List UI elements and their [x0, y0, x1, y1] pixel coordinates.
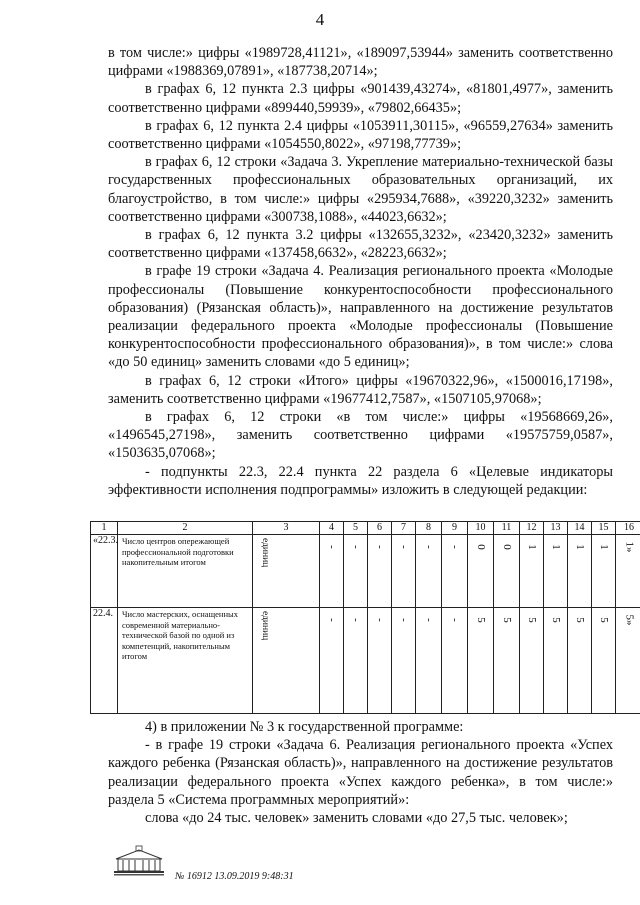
value-cell: [344, 535, 368, 608]
value: 1: [525, 544, 538, 550]
paragraph: в графе 19 строки «Задача 4. Реализация регионального проекта «Молодые профессионалы (Повышение конкурентоспособности профессионального образования) (Рязанская область)», направленного на достижение результатов реализации федерального проекта «Молодые профессионалы (Повышение конкурентоспособности профессионального образования)», в том числе:» слова «до 50 единиц» заменить словами «до 5 единиц»;: [108, 263, 613, 371]
page-number: 4: [315, 10, 325, 29]
value: 1: [549, 544, 562, 550]
value: -: [373, 545, 386, 549]
column-header: 16: [616, 522, 640, 535]
value: -: [422, 618, 435, 622]
value: -: [397, 618, 410, 622]
value: -: [448, 545, 461, 549]
value: -: [349, 618, 362, 622]
table-row: [91, 608, 640, 714]
table-row: [91, 535, 640, 608]
value-cell: [442, 535, 468, 608]
value: 0: [474, 544, 487, 550]
paragraph: в графах 6, 12 пункта 2.3 цифры «901439,43274», «81801,4977», заменить соответственно цифрами «899440,59939», «79802,66435»;: [108, 81, 613, 116]
paragraph: в графах 6, 12 пункта 2.4 цифры «1053911,30115», «96559,27634» заменить соответственно цифрами «1054550,8022», «97198,77739»;: [108, 117, 613, 153]
building-logo-icon: [110, 845, 168, 877]
value: 1: [573, 544, 586, 550]
value-cell: [494, 535, 520, 608]
value-cell: [320, 608, 344, 714]
column-header: 15: [592, 522, 616, 535]
value: 5»: [623, 614, 635, 626]
column-header: 10: [468, 522, 494, 535]
value: -: [422, 545, 435, 549]
row-number: 22.4.: [91, 608, 118, 714]
paragraph: в графах 6, 12 строки «Итого» цифры «19670322,96», «1500016,17198», заменить соответственно цифрами «19677412,7587», «1507105,97068»;: [108, 372, 613, 407]
column-header: 3: [253, 522, 320, 535]
value: 5: [474, 617, 487, 623]
value-cell: [520, 535, 544, 608]
column-header: 9: [442, 522, 468, 535]
value-cell: [592, 608, 616, 714]
paragraph: в том числе:» цифры «1989728,41121», «189097,53944» заменить соответственно цифрами «1988369,07891», «187738,20714»;: [108, 45, 613, 80]
value-cell: [544, 535, 568, 608]
value-cell: [368, 608, 392, 714]
value: 5: [500, 617, 513, 623]
column-header: 4: [320, 522, 344, 535]
unit-label: единиц: [260, 611, 270, 641]
value-cell: [592, 535, 616, 608]
paragraph: в графах 6, 12 строки «Задача 3. Укрепление материально-технической базы государственных профессиональных образовательных организаций, их благоустройство, в том числе:» цифры «295934,7688», «39220,3232» заменить соответственно цифрами «300738,1088», «44023,6632»;: [108, 154, 613, 225]
paragraph: - подпункты 22.3, 22.4 пункта 22 раздела 6 «Целевые индикаторы эффективности исполнения подпрограммы» изложить в следующей редакции:: [108, 463, 613, 498]
value-cell: [468, 535, 494, 608]
paragraph: в графах 6, 12 пункта 3.2 цифры «132655,3232», «23420,3232» заменить соответственно цифрами «137458,6632», «28223,6632»;: [108, 227, 613, 262]
value-cell: [568, 608, 592, 714]
paragraph: в графах 6, 12 строки «в том числе:» цифры «19568669,26», «1496545,27198», заменить соответственно цифрами «19575759,0587», «1503635,07068»;: [108, 409, 613, 462]
column-header: 14: [568, 522, 592, 535]
value-cell: [368, 535, 392, 608]
column-header: 1: [91, 522, 118, 535]
column-header: 13: [544, 522, 568, 535]
value-cell: [494, 608, 520, 714]
unit-cell: [253, 535, 320, 608]
appendix-amendment-text: [108, 718, 613, 827]
paragraph: - в графе 19 строки «Задача 6. Реализация регионального проекта «Успех каждого ребенка (Рязанская область)», направленного на достижение результатов реализации федерального проекта «Успех каждого ребенка», в том числе:» раздела 5 «Система программных мероприятий»:: [108, 737, 613, 808]
value-cell: [344, 608, 368, 714]
table-header-row: [91, 522, 640, 535]
value-cell: [544, 608, 568, 714]
value: -: [397, 545, 410, 549]
value: 5: [525, 617, 538, 623]
indicators-table: [90, 521, 640, 714]
unit-label: единиц: [260, 538, 270, 568]
value-cell: [392, 535, 416, 608]
paragraph: слова «до 24 тыс. человек» заменить словами «до 27,5 тыс. человек»;: [145, 810, 568, 827]
row-number: «22.3.: [91, 535, 118, 608]
value: 5: [549, 617, 562, 623]
value: 1»: [623, 541, 635, 553]
value-cell: [616, 535, 640, 608]
indicator-name: Число мастерских, оснащенных современной материально-технической базой по одной из компетенций, накопительным итогом: [118, 608, 253, 714]
value-cell: [320, 535, 344, 608]
value: -: [448, 618, 461, 622]
document-stamp: № 16912 13.09.2019 9:48:31: [175, 871, 294, 882]
value-cell: [468, 608, 494, 714]
column-header: 2: [118, 522, 253, 535]
value-cell: [520, 608, 544, 714]
column-header: 6: [368, 522, 392, 535]
value: -: [349, 545, 362, 549]
amendment-text: [108, 44, 613, 499]
column-header: 7: [392, 522, 416, 535]
value: 5: [597, 617, 610, 623]
value-cell: [392, 608, 416, 714]
paragraph: 4) в приложении № 3 к государственной программе:: [145, 719, 464, 735]
column-header: 12: [520, 522, 544, 535]
value-cell: [616, 608, 640, 714]
value-cell: [442, 608, 468, 714]
value-cell: [568, 535, 592, 608]
value: 1: [597, 544, 610, 550]
value-cell: [416, 608, 442, 714]
column-header: 11: [494, 522, 520, 535]
value: 5: [573, 617, 586, 623]
value: 0: [500, 544, 513, 550]
value-cell: [416, 535, 442, 608]
column-header: 5: [344, 522, 368, 535]
value: -: [373, 618, 386, 622]
unit-cell: [253, 608, 320, 714]
column-header: 8: [416, 522, 442, 535]
value: -: [325, 545, 338, 549]
indicator-name: Число центров опережающей профессиональной подготовки накопительным итогом: [118, 535, 253, 608]
value: -: [325, 618, 338, 622]
